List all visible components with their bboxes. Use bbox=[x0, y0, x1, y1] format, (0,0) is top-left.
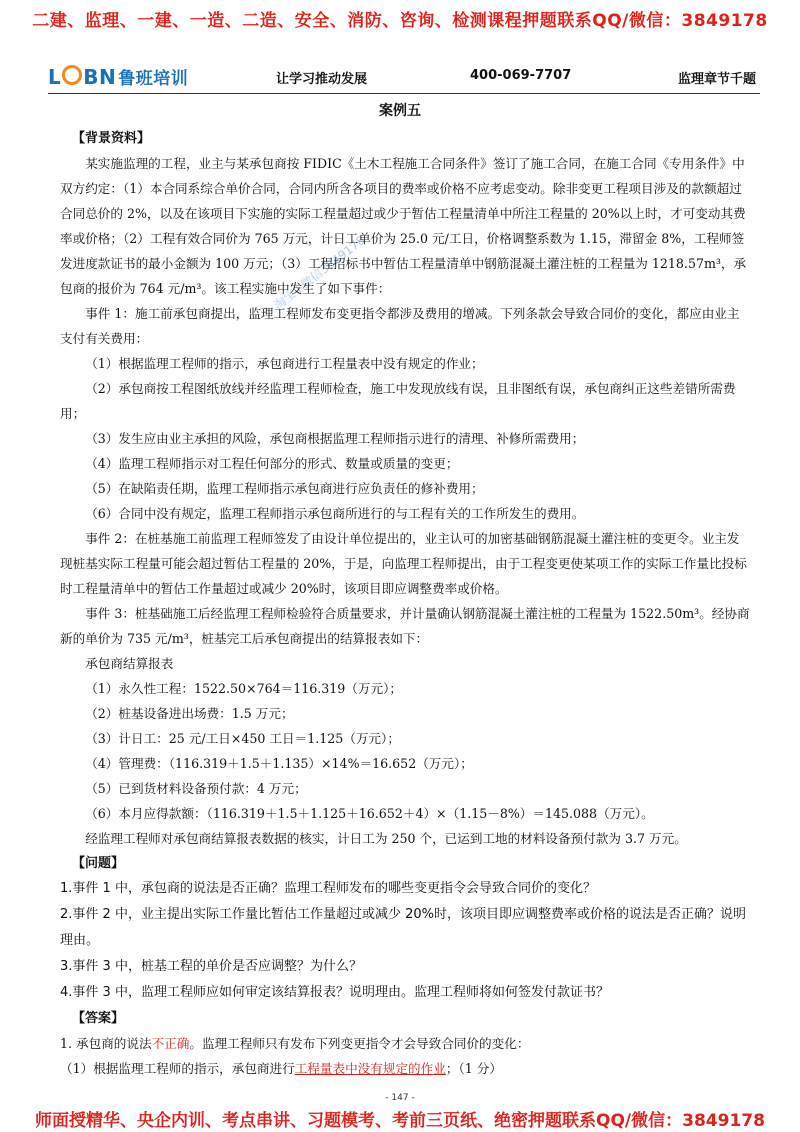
question-item: 2.事件 2 中，业主提出实际工作量比暂估工作量超过或减少 20%时，该项目即应调整费率或价格的说法是否正确？说明理由。 bbox=[60, 907, 746, 948]
page-header bbox=[48, 64, 760, 92]
phone-number: 400-069-7707 bbox=[470, 68, 572, 83]
settlement-item: （4）管理费：（116.319＋1.5＋1.135）×14%＝16.652（万元）； bbox=[85, 756, 473, 771]
answer-1-item-post: ；（1 分） bbox=[445, 1061, 502, 1076]
settlement-item: （1）永久性工程：1522.50×764＝116.319（万元）； bbox=[85, 681, 402, 696]
answer-1-pre: 1. 承包商的说法 bbox=[60, 1036, 152, 1051]
event1-item: （1）根据监理工程师的指示，承包商进行工程量表中没有规定的作业； bbox=[85, 356, 484, 371]
logo-prefix: L bbox=[48, 65, 62, 89]
watermark: 淘宝+微信3849178 bbox=[271, 232, 368, 313]
settlement-item: （5）已到货材料设备预付款：4 万元； bbox=[85, 781, 307, 796]
answers-heading: 【答案】 bbox=[72, 1011, 125, 1026]
event1-item: （4）监理工程师指示对工程任何部分的形式、数量或质量的变更； bbox=[85, 456, 459, 471]
top-banner: 二建、监理、一建、一造、二造、安全、消防、咨询、检测课程押题联系QQ/微信：3849178 bbox=[32, 11, 768, 31]
background-heading: 【背景资料】 bbox=[72, 131, 151, 146]
verification-note: 经监理工程师对承包商结算报表数据的核实，计日工为 250 个，已运到工地的材料设备预付款为 3.7 万元。 bbox=[85, 831, 687, 846]
question-item: 4.事件 3 中，监理工程师应如何审定该结算报表？说明理由。监理工程师将如何签发付款证书？ bbox=[60, 985, 609, 1000]
event1-item: （5）在缺陷责任期，监理工程师指示承包商进行应负责任的修补费用； bbox=[85, 481, 484, 496]
answer-1-verdict: 不正确 bbox=[151, 1036, 190, 1051]
event1-item: （3）发生应由业主承担的风险，承包商根据监理工程师指示进行的清理、补修所需费用； bbox=[85, 431, 585, 446]
brand-logo bbox=[48, 64, 188, 89]
answer-1 bbox=[60, 1031, 752, 1056]
page-number: - 147 - bbox=[385, 1093, 415, 1103]
document-body bbox=[60, 126, 752, 1081]
series-title: 监理章节千题 bbox=[677, 72, 756, 87]
question-item: 1.事件 1 中，承包商的说法是否正确？监理工程师发布的哪些变更指令会导致合同价的变化？ bbox=[60, 881, 596, 896]
answer-1-post: 。监理工程师只有发布下列变更指令才会导致合同价的变化： bbox=[189, 1036, 530, 1051]
settlement-item: （3）计日工：25 元/工日×450 工日＝1.125（万元）； bbox=[85, 731, 400, 746]
settlement-item: （2）桩基设备进出场费：1.5 万元； bbox=[85, 706, 294, 721]
header-divider bbox=[48, 93, 760, 94]
settlement-item: （6）本月应得款额：（116.319＋1.5＋1.125＋16.652＋4）×（1.15－8%）＝145.088（万元）。 bbox=[85, 806, 654, 821]
question-item: 3.事件 3 中，桩基工程的单价是否应调整？为什么？ bbox=[60, 959, 362, 974]
logo-ring-icon bbox=[62, 65, 82, 85]
background-paragraph: 某实施监理的工程，业主与某承包商按 FIDIC《土木工程施工合同条件》签订了施工合同，在施工合同《专用条件》中双方约定：（1）本合同系综合单价合同，合同内所含各项目的费率或价格不应考虑变动。除非变更工程项目涉及的款额超过合同总价的 2%，以及在该项目下实施的实际工程量超过或少于暂估工程量清单中所注工程量的 20%以上时，才可变动其费率或价格；（2）工程有效合同价为 765 万元，计日工单价为 25.0 元/工日，价格调整系数为 1.15，滞留金 8%，工程师签发进度款证书的最小金额为 100 万元；（3）工程招标书中暂估工程量清单中钢筋混凝土灌注桩的工程量为 1218.57m³，承包商的报价为 764 元/m³。该工程实施中发生了如下事件： bbox=[60, 156, 747, 296]
answer-1-item bbox=[60, 1056, 752, 1081]
event-1: 事件 1：施工前承包商提出，监理工程师发布变更指令都涉及费用的增减。下列条款会导致合同价的变化，都应由业主支付有关费用： bbox=[60, 306, 740, 346]
event1-item: （2）承包商按工程图纸放线并经监理工程师检查，施工中发现放线有误，且非图纸有误，承包商纠正这些差错所需费用； bbox=[60, 381, 736, 421]
logo-cn: 鲁班培训 bbox=[118, 69, 189, 89]
event-3: 事件 3：桩基础施工后经监理工程师检验符合质量要求，并计量确认钢筋混凝土灌注桩的工程量为 1522.50m³。经协商新的单价为 735 元/m³，桩基完工后承包商提出的结算报表如下： bbox=[60, 606, 750, 646]
questions-heading: 【问题】 bbox=[72, 856, 125, 871]
slogan: 让学习推动发展 bbox=[276, 72, 368, 87]
logo-suffix: BN bbox=[83, 65, 117, 89]
event-2: 事件 2：在桩基施工前监理工程师签发了由设计单位提出的，业主认可的加密基础钢筋混凝土灌注桩的变更令。业主发现桩基实际工程量可能会超过暂估工程量的 20%，于是，向监理工程师提出，由于工程变更使某项工作的实际工作量比投标时工程量清单中的暂估工作量超过或减少 20%时，该项目即应调整费率或价格。 bbox=[60, 531, 747, 596]
answer-1-keypoint: 工程量表中没有规定的作业 bbox=[294, 1061, 446, 1076]
answer-1-item-pre: （1）根据监理工程师的指示，承包商进行 bbox=[60, 1061, 295, 1076]
bottom-banner: 师面授精华、央企内训、考点串讲、习题模考、考前三页纸、绝密押题联系QQ/微信：3849178 bbox=[35, 1111, 765, 1131]
event1-item: （6）合同中没有规定，监理工程师指示承包商所进行的与工程有关的工作所发生的费用。 bbox=[85, 506, 585, 521]
case-title: 案例五 bbox=[379, 103, 421, 119]
settlement-title: 承包商结算报表 bbox=[85, 656, 174, 671]
